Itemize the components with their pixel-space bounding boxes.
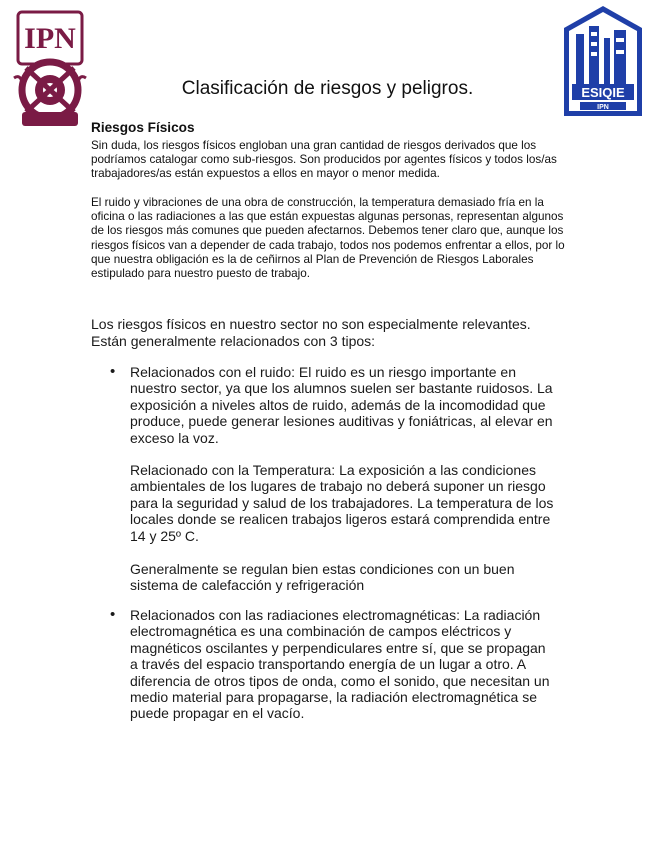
paragraph-intro: Sin duda, los riesgos físicos engloban una gran cantidad de riesgos derivados que los podríamos catalogar como sub-riesgos. Son producidos por agentes físicos y todos los/as trabajadores/as están expuestos a ellos en mayor o menor medida. <box>91 139 557 181</box>
page-title: Clasificación de riesgos y peligros. <box>181 78 474 99</box>
list-item-noise: Relacionados con el ruido: El ruido es un riesgo importante en nuestro sector, ya que los alumnos suelen ser bastante ruidosos. La exposición a niveles altos de ruido, además de la incomodidad que produce, puede generar lesiones auditivas y foniátricas, al elevar en exceso la voz. <box>130 364 553 446</box>
bullet-marker: • <box>110 363 116 380</box>
ipn-logo <box>12 8 88 132</box>
ipn-logo-text: IPN <box>24 22 76 55</box>
paragraph-examples: El ruido y vibraciones de una obra de construcción, la temperatura demasiado fría en la oficina o las radiaciones a las que están expuestas algunas personas, representan algunos de los riesgos más comunes que pueden afectarnos. Debemos tener claro que, aunque los riesgos físicos van a depender de cada trabajo, todos nos podemos enfrentar a ellos, por lo que nuestra obligación es la de ceñirnos al Plan de Prevención de Riesgos Laborales estipulado para nuestro puesto de trabajo. <box>91 196 565 281</box>
list-item-radiation: Relacionados con las radiaciones electromagnéticas: La radiación electromagnética es una combinación de campos eléctricos y magnéticos oscilantes y perpendiculares entre sí, que se propagan a través del espacio transportando energía de un lugar a otro. A diferencia de otros tipos de onda, como el sonido, que necesitan un medio material para propagarse, la radiación electromagnética se puede propagar en el vacío. <box>130 607 550 722</box>
bullet-marker: • <box>110 606 116 623</box>
esiqie-logo-subtext: IPN <box>597 104 609 111</box>
paragraph-sector: Los riesgos físicos en nuestro sector no son especialmente relevantes. Están generalmente relacionados con 3 tipos: <box>91 316 531 349</box>
list-item-temperature: Relacionado con la Temperatura: La exposición a las condiciones ambientales de los lugares de trabajo no deberá suponer un riesgo para la seguridad y salud de los trabajadores. La temperatura de los locales donde se realicen trabajos ligeros estará comprendida entre 14 y 25º C. <box>130 462 554 544</box>
section-heading: Riesgos Físicos <box>91 120 195 135</box>
esiqie-logo-text: ESIQIE <box>581 85 625 100</box>
list-item-regulation: Generalmente se regulan bien estas condiciones con un buen sistema de calefacción y refrigeración <box>130 561 515 594</box>
esiqie-logo <box>562 4 644 118</box>
